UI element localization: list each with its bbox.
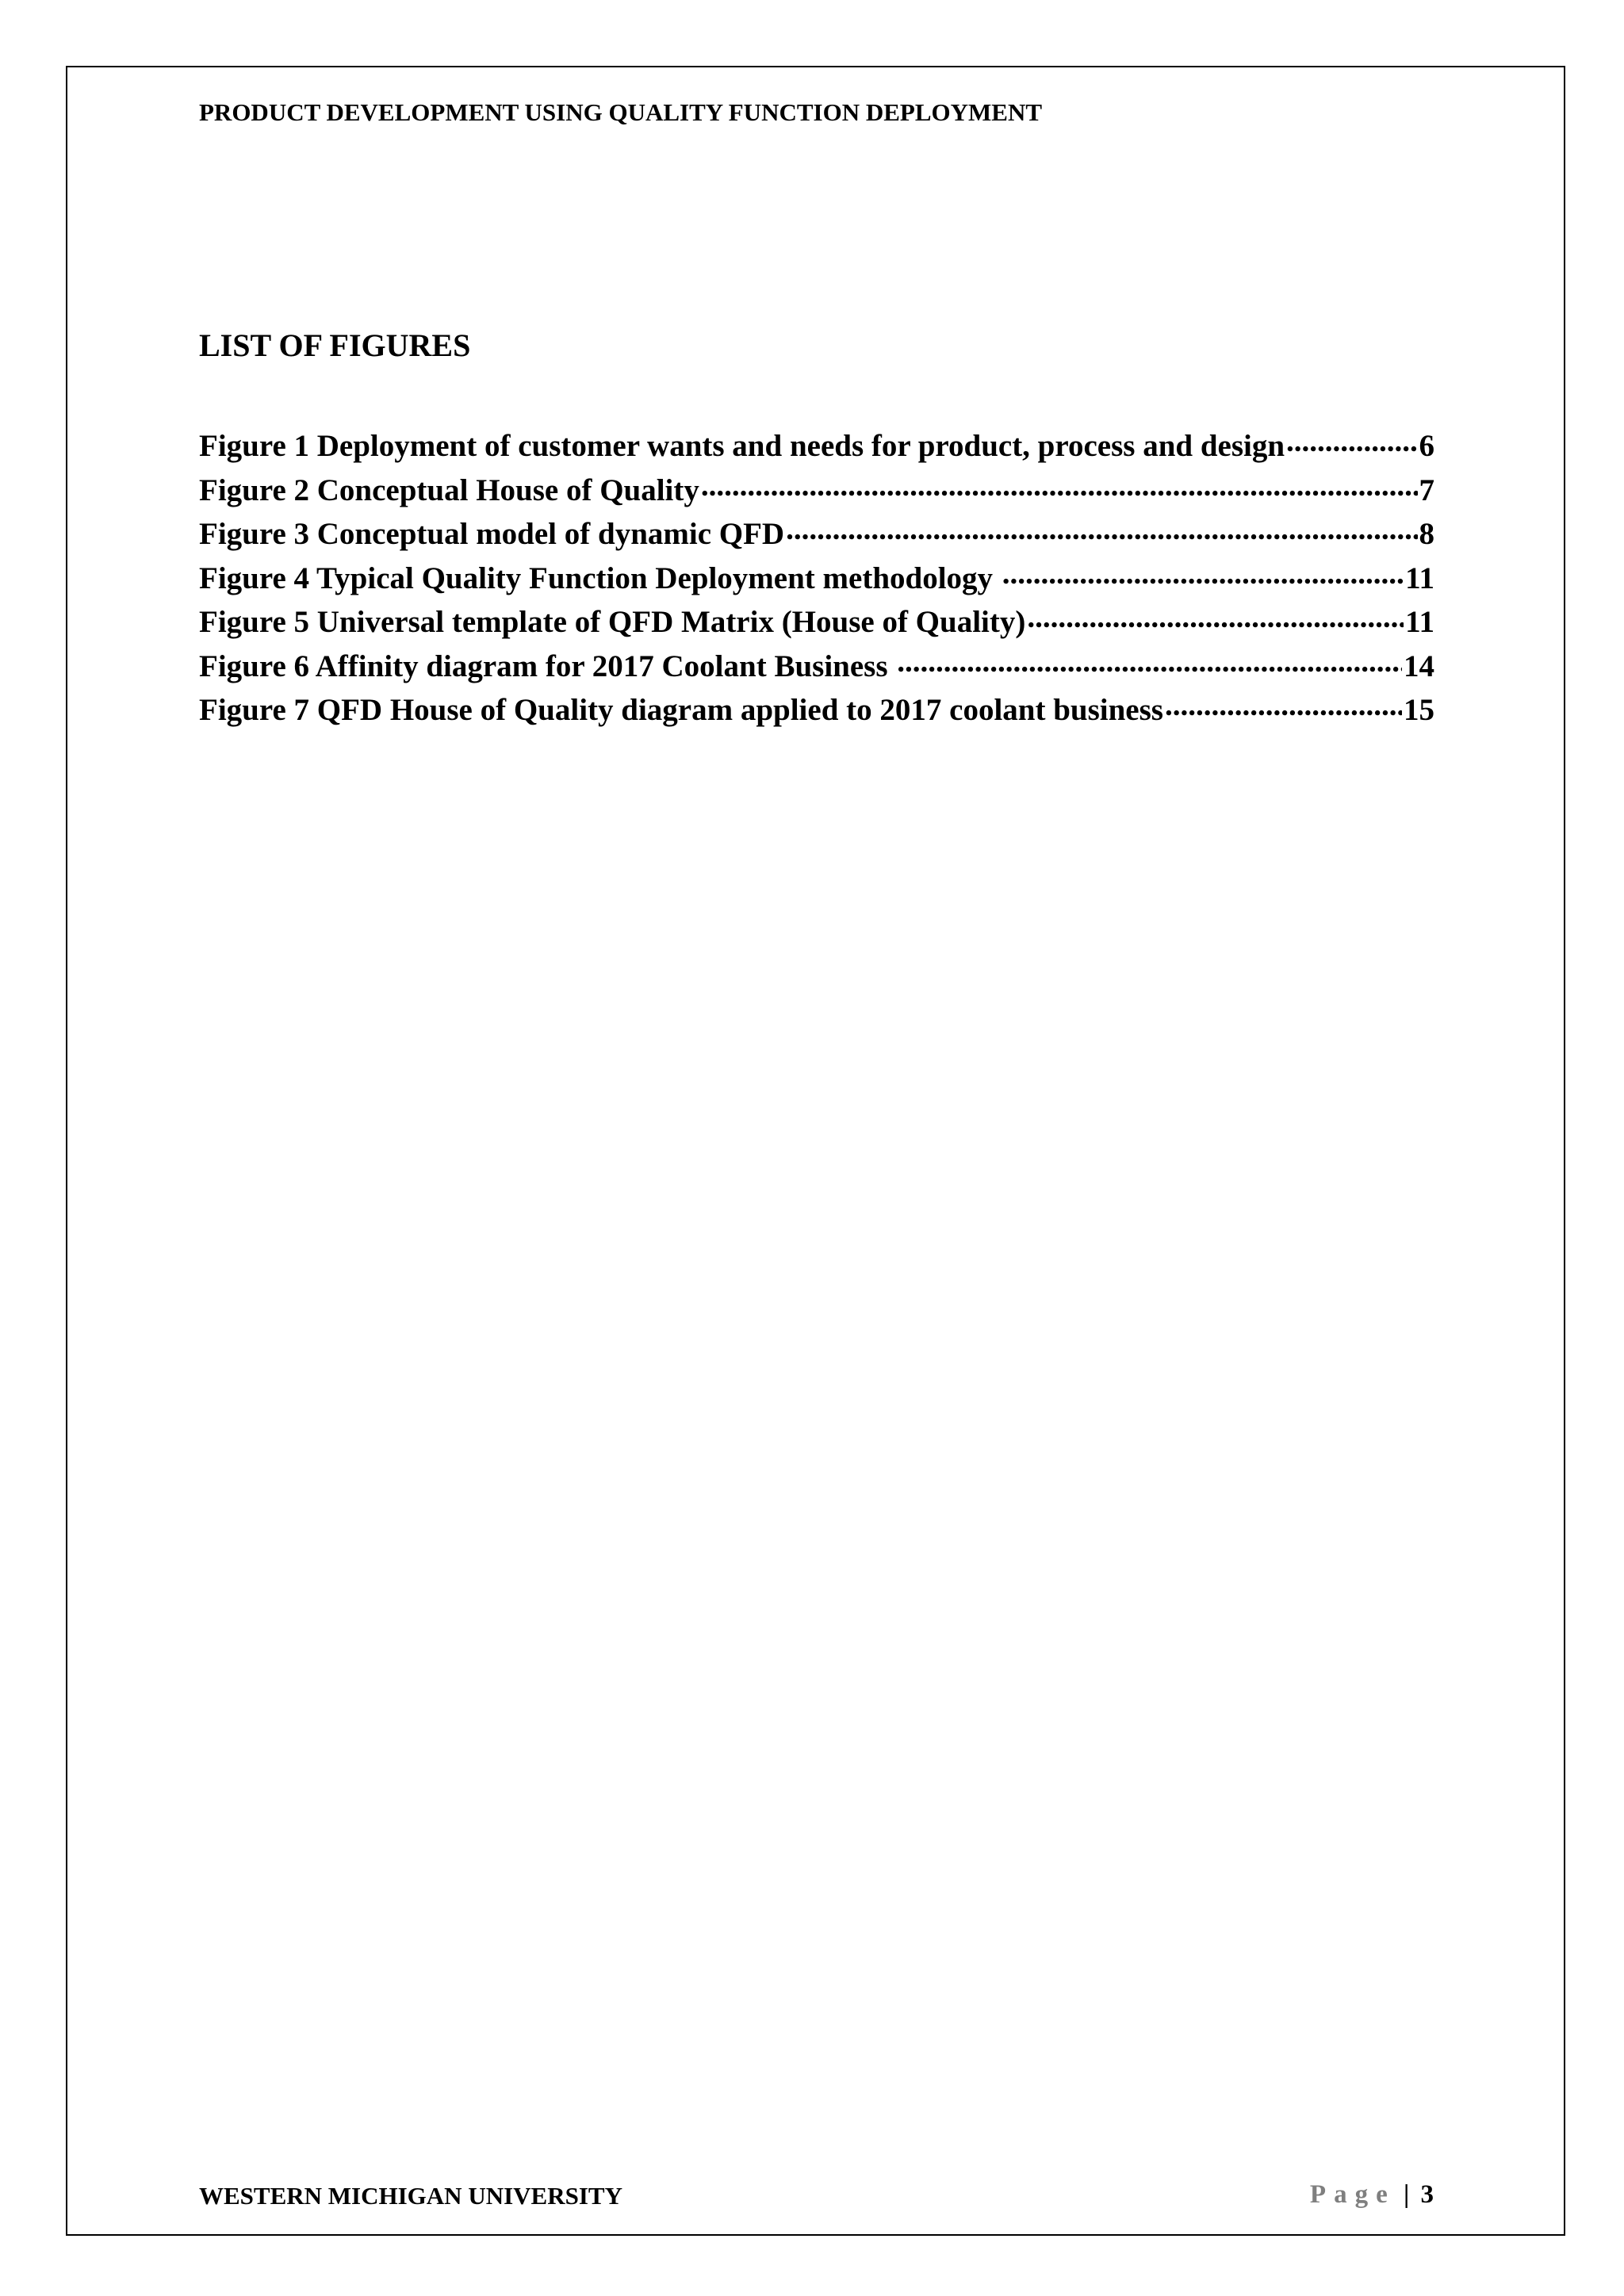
page-border <box>66 66 1565 2236</box>
toc-entry-page: 15 <box>1404 693 1434 727</box>
footer-institution: WESTERN MICHIGAN UNIVERSITY <box>199 2182 622 2210</box>
dot-leader <box>701 469 1418 500</box>
toc-entry-figure-5[interactable] <box>199 601 1434 645</box>
page-word: Page <box>1309 2180 1396 2209</box>
toc-entry-page: 14 <box>1404 649 1434 683</box>
toc-entry-figure-2[interactable] <box>199 469 1434 514</box>
toc-entry-figure-3[interactable] <box>199 513 1434 557</box>
toc-entry-label: Figure 3 Conceptual model of dynamic QFD <box>199 517 785 551</box>
toc-entry-label: Figure 6 Affinity diagram for 2017 Coolant Business <box>199 649 896 683</box>
toc-entry-label: Figure 4 Typical Quality Function Deployment methodology <box>199 561 1001 595</box>
dot-leader <box>786 513 1417 544</box>
toc-entry-page: 8 <box>1419 517 1434 551</box>
toc-entry-page: 11 <box>1405 605 1434 639</box>
toc-entry-page: 11 <box>1405 561 1434 595</box>
dot-leader <box>1002 557 1404 588</box>
toc-entry-label: Figure 2 Conceptual House of Quality <box>199 473 699 507</box>
toc-entry-label: Figure 1 Deployment of customer wants and needs for product, process and design <box>199 429 1285 463</box>
toc-entry-label: Figure 7 QFD House of Quality diagram applied to 2017 coolant business <box>199 693 1163 727</box>
footer-page-number <box>1310 2180 1434 2210</box>
running-header: PRODUCT DEVELOPMENT USING QUALITY FUNCTION DEPLOYMENT <box>199 98 1043 126</box>
dot-leader <box>897 645 1402 676</box>
toc-entry-figure-6[interactable] <box>199 645 1434 690</box>
page-separator: | <box>1403 2180 1410 2209</box>
list-of-figures <box>199 425 1434 733</box>
toc-entry-page: 6 <box>1419 429 1434 463</box>
dot-leader <box>1165 689 1402 720</box>
toc-entry-page: 7 <box>1419 473 1434 507</box>
toc-entry-figure-4[interactable] <box>199 557 1434 602</box>
dot-leader <box>1027 601 1404 632</box>
toc-entry-figure-7[interactable] <box>199 689 1434 733</box>
page-number: 3 <box>1420 2180 1434 2209</box>
toc-entry-label: Figure 5 Universal template of QFD Matrix (House of Quality) <box>199 605 1026 639</box>
list-of-figures-title: LIST OF FIGURES <box>199 327 471 363</box>
toc-entry-figure-1[interactable] <box>199 425 1434 469</box>
dot-leader <box>1286 425 1417 456</box>
